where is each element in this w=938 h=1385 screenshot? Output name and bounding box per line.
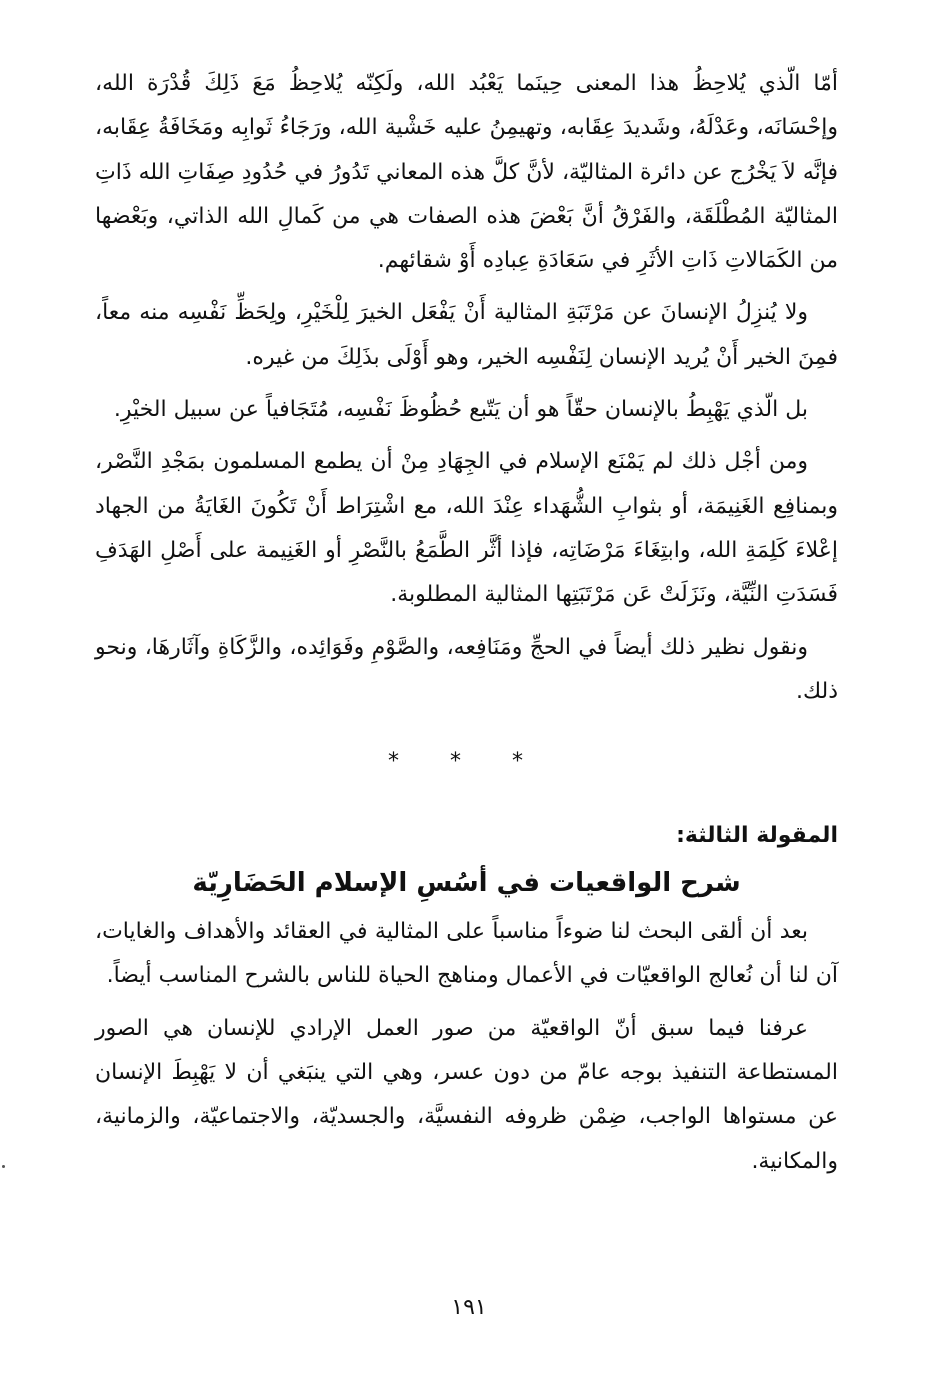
paragraph-6: بعد أن ألقى البحث لنا ضوءاً مناسباً على المثالية في العقائد والأهداف والغايات، آن لنا أن نُعالج الواقعيّات في الأعمال ومناهج الحياة للناس بالشرح المناسب أيضاً. [95,919,838,989]
paragraph-5: ونقول نظير ذلك أيضاً في الحجِّ ومَنَافِعه، والصَّوْمِ وفَوَائِده، والزَّكَاةِ وآثَارهَا، ونحو ذلك. [95,634,838,704]
scan-edge-mark [2,1165,5,1168]
section-separator: * * * [388,749,545,775]
paragraph-1: أمّا الّذي يُلاحِظُ هذا المعنى حِينَما يَعْبُد الله، ولَكِنّه يُلاحِظُ مَعَ ذَلِكَ قُدْرَة الله، وإحْسَانَه، وعَدْلَهُ، وشَديدَ عِقَابه، وتهيمِنُ عليه خَشْية الله، ورَجَاءُ ثَوابِه ومَخَافَةُ عِقَابه، فإنَّه لاَ يَخْرُج عن دائرة المثاليّة، لأنَّ كلَّ هذه المعاني تَدُورُ في حُدُودِ صِفَاتِ الله ذَاتِ المثاليّة المُطْلَقَة، والفَرْقُ أنَّ بَعْضَ هذه الصفات هي من كَمالِ الله الذاتي، وبَعْضها من الكَمَالاتِ ذَاتِ الأثَرِ في سَعَادَةِ عِبادِه أَوْ شقائهم. [95,71,838,274]
page-number: ١٩١ [451,1295,487,1320]
paragraph-7: عرفنا فيما سبق أنّ الواقعيّة من صور العمل الإرادي للإنسان هي الصور المستطاعة التنفيذ بوجه عامّ من دون عسر، وهي التي ينبَغي أن لا يَهْبِطَ الإنسان عن مستواها الواجب، ضِمْن ظروفه النفسيَّة، والجسديّة، والاجتماعيّة، والزمانية، والمكانية. [95,1015,838,1174]
paragraph-3: بل الّذي يَهْبِطُ بالإنسان حقّاً هو أن يَتّبع حُظُوظَ نَفْسِه، مُتَجَافياً عن سبيل الخيْرِ. [113,397,808,423]
book-page [95,62,838,1342]
section-label: المقولة الثالثة: [676,823,838,849]
section-title: شرح الواقعيات في أسُسِ الإسلام الحَضَارِيّة [192,868,741,899]
paragraph-2: ولا يُنزِلُ الإنسانَ عن مَرْتَبَةِ المثالية أَنْ يَفْعَل الخيرَ لِلْخَيْرِ، ولِحَظِّ نَفْسِه منه معاً، فمِنَ الخير أَنْ يُريد الإنسان لِنَفْسِه الخير، وهو أَوْلَى بذَلِكَ من غيره. [95,300,838,370]
paragraph-4: ومن أجْل ذلك لم يَمْنَع الإسلام في الجِهَادِ مِنْ أن يطمع المسلمون بمَجْدِ النَّصْر، وبمنافِع الغَنِيمَة، أو بثوابِ الشُّهَداء عِنْدَ الله، مع اشْتِرَاط أَنْ تَكُونَ الغَايَةُ من الجهاد إعْلاءَ كَلِمَةِ الله، وابتِغَاءَ مَرْضَاتِه، فإذا أثَّر الطَّمَعُ بالنَّصْرِ أو الغَنِيمة على أَصْلِ الهَدَفِ فَسَدَتِ النِّيَّة، ونَزَلَتْ عَن مَرْتَبَتِها المثالية المطلوبة. [95,449,838,608]
